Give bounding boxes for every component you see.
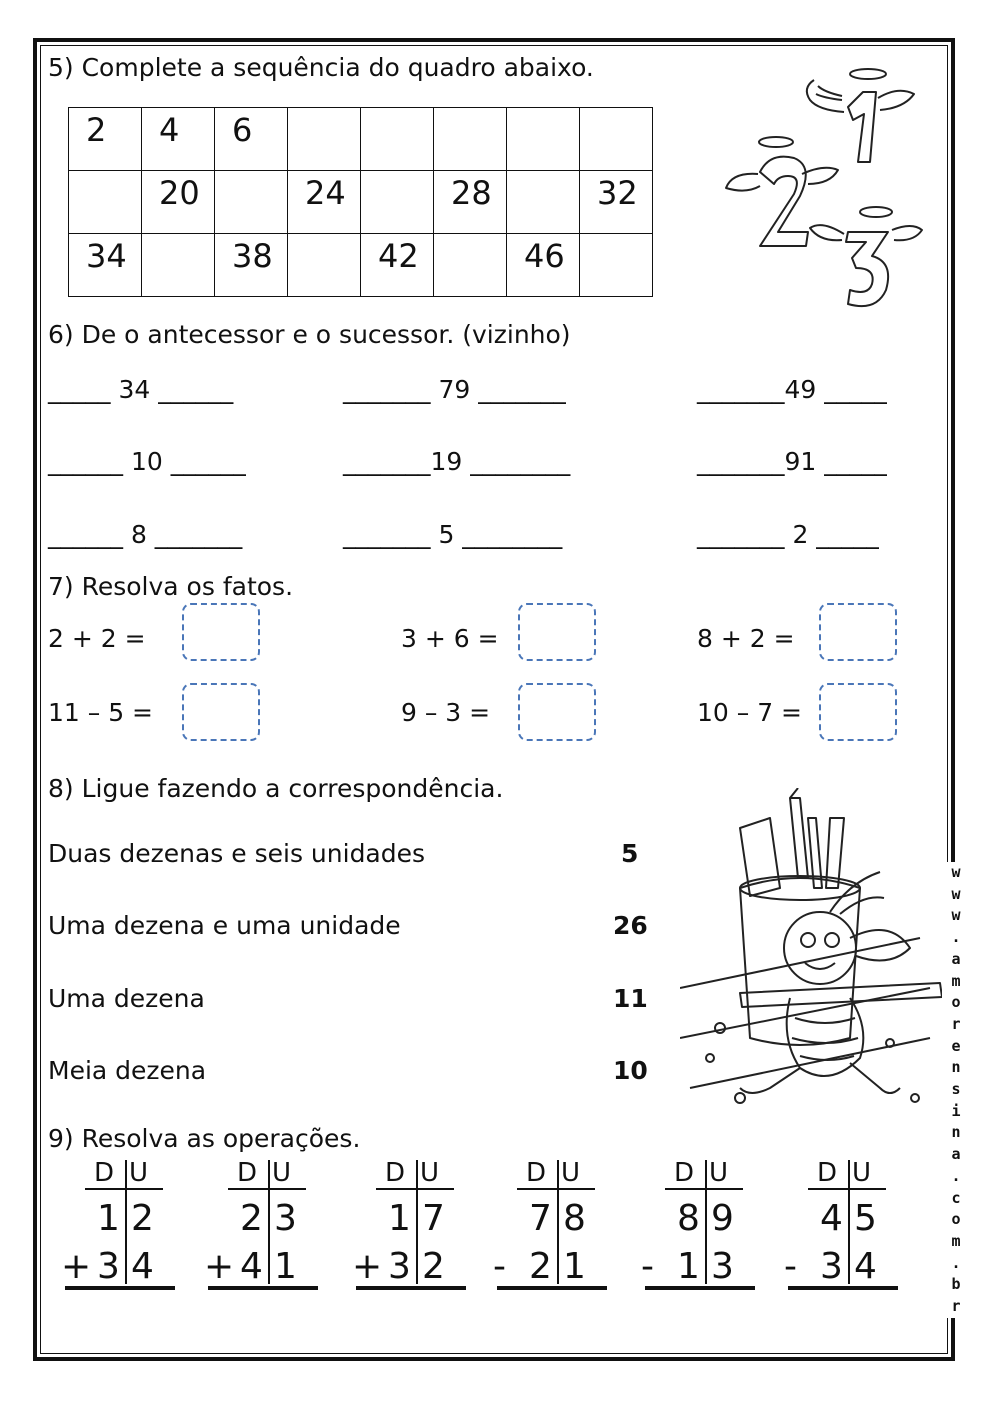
top-tens-digit: 4 <box>820 1198 843 1239</box>
header-underline <box>228 1188 306 1190</box>
top-tens-digit: 8 <box>677 1198 700 1239</box>
sequence-cell[interactable] <box>288 234 361 297</box>
header-u-label: U <box>561 1158 581 1188</box>
header-d-label: D <box>385 1158 406 1188</box>
neighbor-item[interactable]: _______ 79 _______ <box>343 375 566 404</box>
q9-title: 9) Resolva as operações. <box>48 1124 361 1153</box>
answer-box[interactable] <box>819 603 897 661</box>
sum-line <box>65 1286 175 1290</box>
fact-expression: 11 – 5 = <box>48 698 154 727</box>
column-operation <box>352 1158 476 1288</box>
operator-sign: + <box>61 1246 92 1287</box>
website-letter: e <box>951 1036 961 1055</box>
website-letter: n <box>951 1058 961 1077</box>
header-u-label: U <box>709 1158 729 1188</box>
website-letter: w <box>951 906 961 925</box>
place-value-divider <box>125 1160 127 1284</box>
header-d-label: D <box>817 1158 838 1188</box>
sequence-cell[interactable]: 20 <box>142 171 215 234</box>
top-tens-digit: 7 <box>529 1198 552 1239</box>
website-letter: w <box>951 884 961 903</box>
fact-expression: 3 + 6 = <box>401 624 499 653</box>
sum-line <box>645 1286 755 1290</box>
sequence-cell[interactable] <box>288 108 361 171</box>
match-right-number[interactable]: 10 <box>613 1056 648 1085</box>
q8-title: 8) Ligue fazendo a correspondência. <box>48 774 504 803</box>
sequence-cell[interactable] <box>361 108 434 171</box>
table-row <box>69 171 653 234</box>
flying-winged-numbers-1-2-3-icon <box>718 62 928 312</box>
match-left-item[interactable]: Meia dezena <box>48 1056 207 1085</box>
website-letter: b <box>951 1275 961 1294</box>
header-u-label: U <box>272 1158 292 1188</box>
sequence-cell[interactable]: 6 <box>215 108 288 171</box>
bottom-units-digit: 1 <box>563 1246 586 1287</box>
website-letter: r <box>951 1297 961 1316</box>
website-letter: c <box>951 1188 961 1207</box>
bottom-tens-digit: 4 <box>240 1246 263 1287</box>
top-units-digit: 7 <box>422 1198 445 1239</box>
header-underline <box>665 1188 743 1190</box>
website-letter: m <box>951 971 961 990</box>
website-letter: m <box>951 1231 961 1250</box>
q7-title: 7) Resolva os fatos. <box>48 572 294 601</box>
neighbor-item[interactable]: _______91 _____ <box>697 447 887 476</box>
sequence-cell[interactable] <box>580 234 653 297</box>
website-letter: n <box>951 1123 961 1142</box>
place-value-divider <box>557 1160 559 1284</box>
operator-sign: + <box>352 1246 383 1287</box>
website-letter: a <box>951 1145 961 1164</box>
header-u-label: U <box>420 1158 440 1188</box>
sequence-cell[interactable] <box>580 108 653 171</box>
sequence-cell[interactable]: 38 <box>215 234 288 297</box>
sequence-cell[interactable] <box>434 234 507 297</box>
top-tens-digit: 2 <box>240 1198 263 1239</box>
top-tens-digit: 1 <box>388 1198 411 1239</box>
answer-box[interactable] <box>819 683 897 741</box>
sequence-cell[interactable] <box>215 171 288 234</box>
bottom-units-digit: 4 <box>854 1246 877 1287</box>
sum-line <box>497 1286 607 1290</box>
sequence-cell[interactable] <box>361 171 434 234</box>
place-value-divider <box>848 1160 850 1284</box>
sequence-cell[interactable]: 4 <box>142 108 215 171</box>
operator-sign: + <box>204 1246 235 1287</box>
sequence-cell[interactable]: 24 <box>288 171 361 234</box>
neighbor-item[interactable]: _______ 5 ________ <box>343 520 563 549</box>
website-vertical-text <box>946 862 966 1318</box>
sequence-cell[interactable]: 34 <box>69 234 142 297</box>
website-letter: . <box>951 928 961 947</box>
column-operation <box>493 1158 617 1288</box>
column-operation <box>784 1158 908 1288</box>
top-tens-digit: 1 <box>97 1198 120 1239</box>
sequence-cell[interactable] <box>507 171 580 234</box>
header-underline <box>517 1188 595 1190</box>
header-d-label: D <box>237 1158 258 1188</box>
top-units-digit: 2 <box>131 1198 154 1239</box>
website-letter: s <box>951 1080 961 1099</box>
bottom-units-digit: 2 <box>422 1246 445 1287</box>
answer-box[interactable] <box>182 683 260 741</box>
sequence-cell[interactable] <box>69 171 142 234</box>
sum-line <box>208 1286 318 1290</box>
answer-box[interactable] <box>518 603 596 661</box>
website-letter: i <box>951 1101 961 1120</box>
column-operation <box>61 1158 185 1288</box>
column-operation <box>204 1158 328 1288</box>
bottom-tens-digit: 1 <box>677 1246 700 1287</box>
place-value-divider <box>416 1160 418 1284</box>
header-d-label: D <box>674 1158 695 1188</box>
neighbor-item[interactable]: ______ 10 ______ <box>48 447 246 476</box>
header-u-label: U <box>852 1158 872 1188</box>
bee-with-pencil-cup-icon <box>680 788 942 1113</box>
neighbor-item[interactable]: _______ 2 _____ <box>697 520 879 549</box>
place-value-divider <box>268 1160 270 1284</box>
bottom-tens-digit: 3 <box>820 1246 843 1287</box>
sum-line <box>356 1286 466 1290</box>
header-underline <box>85 1188 163 1190</box>
fact-expression: 9 – 3 = <box>401 698 491 727</box>
neighbor-item[interactable]: _____ 34 ______ <box>48 375 234 404</box>
fact-expression: 2 + 2 = <box>48 624 146 653</box>
sequence-cell[interactable] <box>142 234 215 297</box>
neighbor-item[interactable]: _______19 ________ <box>343 447 571 476</box>
fact-expression: 10 – 7 = <box>697 698 803 727</box>
sequence-cell[interactable]: 46 <box>507 234 580 297</box>
bottom-units-digit: 4 <box>131 1246 154 1287</box>
table-row <box>69 108 653 171</box>
bottom-tens-digit: 3 <box>388 1246 411 1287</box>
top-units-digit: 8 <box>563 1198 586 1239</box>
neighbor-item[interactable]: _______49 _____ <box>697 375 887 404</box>
header-d-label: D <box>94 1158 115 1188</box>
bottom-tens-digit: 3 <box>97 1246 120 1287</box>
sequence-cell[interactable]: 28 <box>434 171 507 234</box>
operator-sign: - <box>493 1246 506 1287</box>
website-letter: o <box>951 993 961 1012</box>
website-letter: . <box>951 1166 961 1185</box>
website-letter: a <box>951 949 961 968</box>
sequence-table <box>68 107 653 297</box>
match-right-number[interactable]: 5 <box>621 839 639 868</box>
fact-expression: 8 + 2 = <box>697 624 795 653</box>
column-operation <box>641 1158 765 1288</box>
top-units-digit: 3 <box>274 1198 297 1239</box>
header-u-label: U <box>129 1158 149 1188</box>
q6-title: 6) De o antecessor e o sucessor. (vizinho) <box>48 320 571 349</box>
header-underline <box>376 1188 454 1190</box>
website-letter: . <box>951 1253 961 1272</box>
operator-sign: - <box>784 1246 797 1287</box>
sequence-cell[interactable] <box>434 108 507 171</box>
sequence-cell[interactable] <box>507 108 580 171</box>
top-units-digit: 5 <box>854 1198 877 1239</box>
match-right-number[interactable]: 26 <box>613 911 648 940</box>
neighbor-item[interactable]: ______ 8 _______ <box>48 520 243 549</box>
top-units-digit: 9 <box>711 1198 734 1239</box>
bottom-units-digit: 3 <box>711 1246 734 1287</box>
header-d-label: D <box>526 1158 547 1188</box>
answer-box[interactable] <box>182 603 260 661</box>
match-left-item[interactable]: Uma dezena e uma unidade <box>48 911 401 940</box>
website-letter: r <box>951 1014 961 1033</box>
table-row <box>69 234 653 297</box>
match-left-item[interactable]: Uma dezena <box>48 984 205 1013</box>
operator-sign: - <box>641 1246 654 1287</box>
website-letter: w <box>951 863 961 881</box>
bottom-units-digit: 1 <box>274 1246 297 1287</box>
bottom-tens-digit: 2 <box>529 1246 552 1287</box>
sequence-cell[interactable]: 2 <box>69 108 142 171</box>
match-left-item[interactable]: Duas dezenas e seis unidades <box>48 839 426 868</box>
q5-title: 5) Complete a sequência do quadro abaixo. <box>48 53 594 82</box>
sequence-cell[interactable]: 42 <box>361 234 434 297</box>
sequence-cell[interactable]: 32 <box>580 171 653 234</box>
answer-box[interactable] <box>518 683 596 741</box>
website-letter: o <box>951 1210 961 1229</box>
place-value-divider <box>705 1160 707 1284</box>
header-underline <box>808 1188 886 1190</box>
match-right-number[interactable]: 11 <box>613 984 648 1013</box>
sum-line <box>788 1286 898 1290</box>
